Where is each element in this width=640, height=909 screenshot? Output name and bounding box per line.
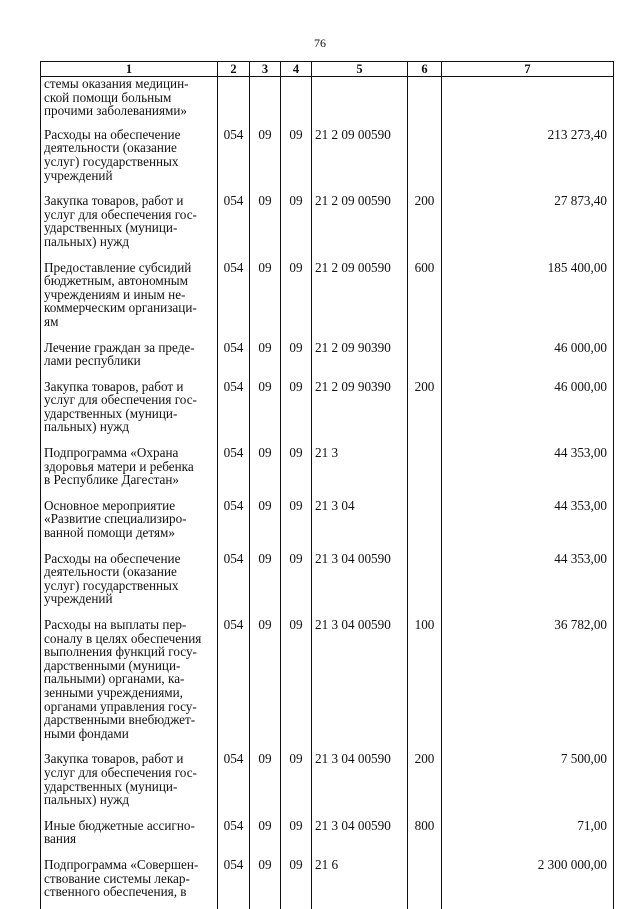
expense-type-cell <box>408 446 442 499</box>
amount-cell: 44 353,00 <box>442 446 614 499</box>
ministry-code-cell: 054 <box>218 380 250 446</box>
amount-cell: 7 500,00 <box>442 752 614 818</box>
table-row <box>41 77 614 128</box>
expense-type-cell <box>408 77 442 128</box>
section-code-cell: 09 <box>250 380 281 446</box>
target-article-cell: 21 2 09 90390 <box>312 380 408 446</box>
table-body <box>41 77 614 909</box>
expense-name-line: «Развитие специализиро- <box>44 511 187 527</box>
target-article-cell: 21 2 09 00590 <box>312 128 408 194</box>
column-header: 1 <box>41 62 218 77</box>
target-article-cell: 21 3 04 00590 <box>312 819 408 858</box>
expense-name-cell <box>41 752 218 818</box>
column-header: 2 <box>218 62 250 77</box>
header-row <box>41 62 614 77</box>
expense-name-line: ными фондами <box>44 725 129 741</box>
expense-type-cell: 200 <box>408 752 442 818</box>
expense-name-line: услуг для обеспечения гос- <box>44 764 197 780</box>
amount-cell <box>442 77 614 128</box>
ministry-code-cell: 054 <box>218 341 250 380</box>
table-row <box>41 552 614 618</box>
amount-cell: 71,00 <box>442 819 614 858</box>
section-code-cell: 09 <box>250 552 281 618</box>
expense-name-cell <box>41 128 218 194</box>
amount-cell: 213 273,40 <box>442 128 614 194</box>
subsection-code-cell: 09 <box>281 194 312 260</box>
expense-name-cell <box>41 858 218 909</box>
expense-name-line: вания <box>44 831 77 847</box>
target-article-cell: 21 3 04 00590 <box>312 752 408 818</box>
column-header: 3 <box>250 62 281 77</box>
expense-name-line: Расходы на выплаты пер- <box>44 618 187 632</box>
expense-name-line: Закупка товаров, работ и <box>44 194 184 209</box>
expense-name-line: Основное мероприятие <box>44 498 176 513</box>
target-article-cell: 21 3 <box>312 446 408 499</box>
table-row <box>41 858 614 909</box>
subsection-code-cell: 09 <box>281 819 312 858</box>
subsection-code-cell: 09 <box>281 261 312 341</box>
subsection-code-cell: 09 <box>281 380 312 446</box>
budget-table <box>40 61 614 909</box>
expense-name-line: ствование системы лекар- <box>44 870 190 886</box>
expense-name-line: ударственных (муници- <box>44 778 178 794</box>
target-article-cell: 21 2 09 90390 <box>312 341 408 380</box>
expense-type-cell: 100 <box>408 618 442 752</box>
expense-name-line: Расходы на обеспечение <box>44 551 181 566</box>
expense-name-line: пальных) нужд <box>44 233 130 249</box>
amount-cell: 2 300 000,00 <box>442 858 614 909</box>
expense-name-line: учреждениям и иным не- <box>44 286 186 302</box>
table-row <box>41 819 614 858</box>
expense-name-line: учреждений <box>44 167 113 183</box>
subsection-code-cell: 09 <box>281 752 312 818</box>
expense-name-line: выполнения функций госу- <box>44 644 197 660</box>
column-header: 7 <box>442 62 614 77</box>
subsection-code-cell: 09 <box>281 499 312 552</box>
expense-type-cell: 200 <box>408 380 442 446</box>
subsection-code-cell: 09 <box>281 858 312 909</box>
section-code-cell: 09 <box>250 752 281 818</box>
table-row <box>41 446 614 499</box>
subsection-code-cell: 09 <box>281 128 312 194</box>
expense-name-line: здоровья матери и ребенка <box>44 458 194 474</box>
subsection-code-cell <box>281 77 312 128</box>
section-code-cell: 09 <box>250 499 281 552</box>
expense-name-line: Подпрограмма «Совершен- <box>44 857 199 872</box>
amount-cell: 27 873,40 <box>442 194 614 260</box>
target-article-cell: 21 3 04 00590 <box>312 618 408 752</box>
expense-name-line: Предоставление субсидий <box>44 260 192 275</box>
expense-name-cell <box>41 499 218 552</box>
table-row <box>41 499 614 552</box>
expense-type-cell <box>408 128 442 194</box>
subsection-code-cell: 09 <box>281 446 312 499</box>
ministry-code-cell: 054 <box>218 752 250 818</box>
ministry-code-cell: 054 <box>218 618 250 752</box>
ministry-code-cell: 054 <box>218 499 250 552</box>
ministry-code-cell: 054 <box>218 128 250 194</box>
expense-name-line: Закупка товаров, работ и <box>44 752 184 767</box>
expense-type-cell <box>408 858 442 909</box>
expense-name-line: ванной помощи детям» <box>44 525 175 541</box>
expense-name-cell <box>41 194 218 260</box>
expense-type-cell: 800 <box>408 819 442 858</box>
amount-cell: 44 353,00 <box>442 552 614 618</box>
section-code-cell: 09 <box>250 819 281 858</box>
ministry-code-cell: 054 <box>218 552 250 618</box>
target-article-cell: 21 3 04 00590 <box>312 552 408 618</box>
expense-name-line: лами республики <box>44 353 141 369</box>
expense-name-line: услуг) государственных <box>44 577 179 593</box>
section-code-cell: 09 <box>250 261 281 341</box>
amount-cell: 44 353,00 <box>442 499 614 552</box>
expense-name-cell <box>41 261 218 341</box>
expense-name-cell <box>41 77 218 128</box>
expense-name-line: Лечение граждан за преде- <box>44 340 195 355</box>
section-code-cell: 09 <box>250 618 281 752</box>
expense-name-line: деятельности (оказание <box>44 564 177 580</box>
amount-cell: 185 400,00 <box>442 261 614 341</box>
expense-name-line: органами управления госу- <box>44 698 197 714</box>
expense-name-line: деятельности (оказание <box>44 140 177 156</box>
expense-name-cell <box>41 618 218 752</box>
expense-name-line: ственного обеспечения, в <box>44 884 187 900</box>
expense-name-cell <box>41 380 218 446</box>
expense-name-line: пальных) нужд <box>44 792 130 808</box>
expense-name-line: соналу в целях обеспечения <box>44 630 202 646</box>
subsection-code-cell: 09 <box>281 341 312 380</box>
expense-name-line: дарственными (муници- <box>44 657 181 673</box>
section-code-cell: 09 <box>250 128 281 194</box>
ministry-code-cell: 054 <box>218 858 250 909</box>
expense-name-line: прочими заболеваниями» <box>44 103 188 119</box>
expense-type-cell <box>408 552 442 618</box>
expense-name-cell <box>41 819 218 858</box>
section-code-cell <box>250 77 281 128</box>
expense-name-line: ской помощи больным <box>44 89 172 105</box>
target-article-cell <box>312 77 408 128</box>
table-row <box>41 380 614 446</box>
section-code-cell: 09 <box>250 858 281 909</box>
expense-name-line: услуг для обеспечения гос- <box>44 392 197 408</box>
subsection-code-cell: 09 <box>281 618 312 752</box>
expense-name-line: ям <box>44 313 59 329</box>
target-article-cell: 21 6 <box>312 858 408 909</box>
table-row <box>41 128 614 194</box>
expense-name-line: учреждений <box>44 591 113 607</box>
ministry-code-cell <box>218 77 250 128</box>
section-code-cell: 09 <box>250 194 281 260</box>
table-row <box>41 618 614 752</box>
expense-name-line: Закупка товаров, работ и <box>44 379 184 394</box>
page-number: 76 <box>314 36 326 50</box>
expense-type-cell: 200 <box>408 194 442 260</box>
expense-name-line: зенными учреждениями, <box>44 684 183 700</box>
expense-name-line: услуг для обеспечения гос- <box>44 206 197 222</box>
ministry-code-cell: 054 <box>218 261 250 341</box>
expense-name-line: ударственных (муници- <box>44 405 178 421</box>
expense-name-line: стемы оказания медицин- <box>44 76 189 91</box>
column-header: 4 <box>281 62 312 77</box>
expense-type-cell <box>408 341 442 380</box>
expense-name-line: пальных) нужд <box>44 419 130 435</box>
expense-name-line: коммерческим организаци- <box>44 300 197 316</box>
expense-name-line: Расходы на обеспечение <box>44 127 181 142</box>
expense-name-line: услуг) государственных <box>44 153 179 169</box>
expense-name-cell <box>41 446 218 499</box>
amount-cell: 36 782,00 <box>442 618 614 752</box>
expense-name-line: в Республике Дагестан» <box>44 472 179 488</box>
ministry-code-cell: 054 <box>218 446 250 499</box>
expense-name-line: Подпрограмма «Охрана <box>44 446 179 461</box>
column-header: 6 <box>408 62 442 77</box>
ministry-code-cell: 054 <box>218 194 250 260</box>
table-row <box>41 341 614 380</box>
table-row <box>41 752 614 818</box>
expense-name-cell <box>41 341 218 380</box>
subsection-code-cell: 09 <box>281 552 312 618</box>
expense-name-line: бюджетным, автономным <box>44 273 188 289</box>
amount-cell: 46 000,00 <box>442 380 614 446</box>
section-code-cell: 09 <box>250 446 281 499</box>
amount-cell: 46 000,00 <box>442 341 614 380</box>
target-article-cell: 21 2 09 00590 <box>312 261 408 341</box>
column-header: 5 <box>312 62 408 77</box>
table-row <box>41 261 614 341</box>
target-article-cell: 21 2 09 00590 <box>312 194 408 260</box>
target-article-cell: 21 3 04 <box>312 499 408 552</box>
table-row <box>41 194 614 260</box>
ministry-code-cell: 054 <box>218 819 250 858</box>
expense-name-line: дарственными внебюджет- <box>44 712 196 728</box>
expense-name-line: Иные бюджетные ассигно- <box>44 818 195 833</box>
expense-name-cell <box>41 552 218 618</box>
section-code-cell: 09 <box>250 341 281 380</box>
expense-name-line: ударственных (муници- <box>44 220 178 236</box>
expense-type-cell: 600 <box>408 261 442 341</box>
expense-type-cell <box>408 499 442 552</box>
expense-name-line: пальными) органами, ка- <box>44 671 185 687</box>
